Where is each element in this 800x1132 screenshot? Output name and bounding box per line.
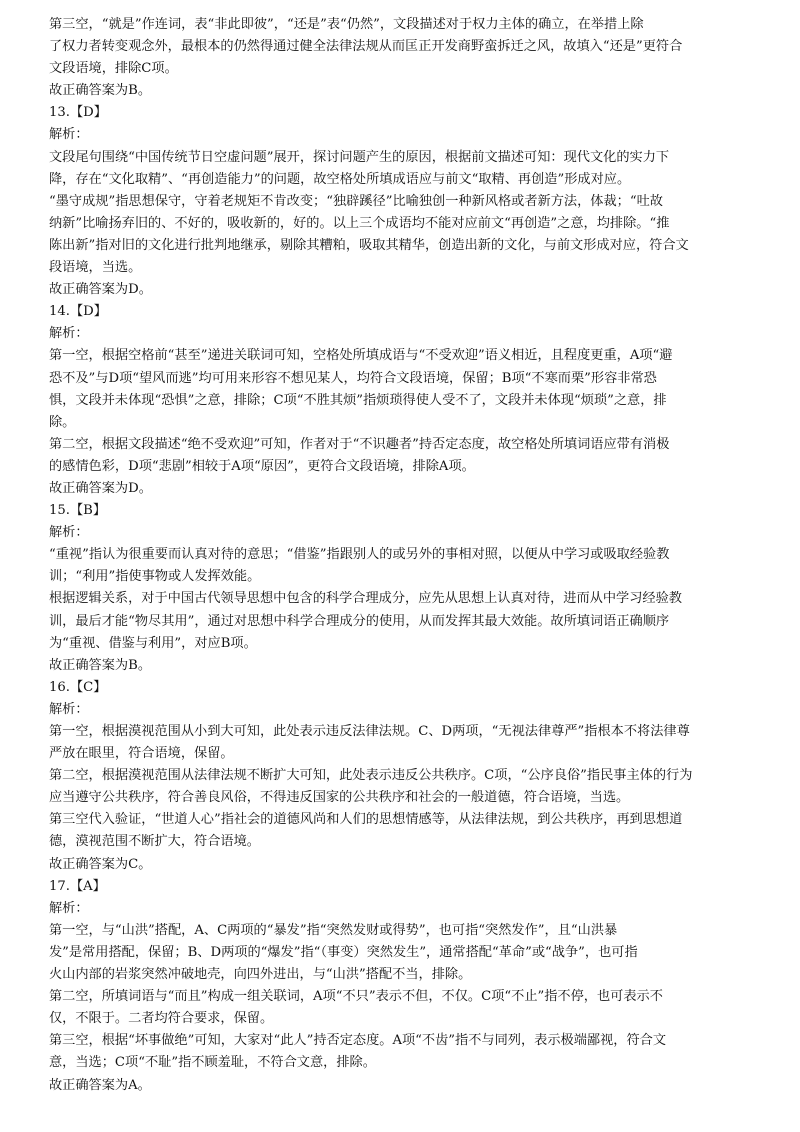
text-line: 了权力者转变观念外，最根本的仍然得通过健全法律法规从而匡正开发商野蛮拆迁之风，故填入“还是”更符合 [49,39,683,55]
text-line: 的感情色彩，D项“悲剧”相较于A项“原因”，更符合文段语境，排除A项。 [49,458,475,474]
question-number: 14.【D】 [49,304,107,320]
answer-line: 故正确答案为A。 [49,1077,151,1093]
analysis-label: 解析： [49,127,89,143]
answer-line: 故正确答案为D。 [49,282,152,298]
text-line: 根据逻辑关系，对于中国古代领导思想中包含的科学合理成分，应先从思想上认真对待，进而从中学习经验教 [49,591,682,607]
answer-line: 故正确答案为B。 [49,83,152,99]
text-line: 第二空，所填词语与“而且”构成一组关联词，A项“不只”表示不但，不仅。C项“不止”指不停，也可表示不 [49,989,663,1005]
question-number: 13.【D】 [49,105,107,121]
text-line: 惧，文段并未体现“恐惧”之意，排除；C项“不胜其烦”指烦琐得使人受不了，文段并未体现“烦琐”之意，排 [49,392,667,408]
text-line: 严放在眼里，符合语境，保留。 [49,746,234,762]
text-line: 纳新”比喻扬弃旧的、不好的，吸收新的，好的。以上三个成语均不能对应前文“再创造”之意，均排除。“推 [49,215,670,231]
text-line: 段语境，当选。 [49,260,142,276]
answer-line: 故正确答案为D。 [49,480,152,496]
text-line: “墨守成规”指思想保守，守着老规矩不肯改变；“独辟蹊径”比喻独创一种新风格或者新方法，体裁；“吐故 [49,193,663,209]
text-line: “重视”指认为很重要而认真对待的意思；“借鉴”指跟别人的或另外的事相对照，以便从中学习或吸取经验教 [49,547,670,563]
text-line: 除。 [49,414,76,430]
text-line: 训，最后才能“物尽其用”，通过对思想中科学合理成分的使用，从而发挥其最大效能。故所填词语正确顺序 [49,613,670,629]
question-number: 16.【C】 [49,679,107,695]
text-line: 第三空代入验证，“世道人心”指社会的道德风尚和人们的思想情感等，从法律法规，到公共秩序，再到思想道 [49,812,683,828]
text-line: 火山内部的岩浆突然冲破地壳，向四外进出，与“山洪”搭配不当，排除。 [49,967,472,983]
text-line: 第一空，根据漠视范围从小到大可知，此处表示违反法律法规。C、D两项，“无视法律尊严”指根本不将法律尊 [49,724,690,739]
question-number: 15.【B】 [49,503,107,519]
answer-line: 故正确答案为B。 [49,657,152,673]
text-line: 第一空，根据空格前“甚至”递进关联词可知，空格处所填成语与“不受欢迎”语义相近，且程度更重，A项“避 [49,348,673,364]
text-line: 第一空，与“山洪”搭配，A、C两项的“暴发”指“突然发财或得势”，也可指“突然发作”，且“山洪暴 [49,922,618,938]
analysis-label: 解析： [49,525,89,541]
analysis-label: 解析： [49,701,89,717]
text-line: 陈出新”指对旧的文化进行批判地继承，剔除其糟粕，吸取其精华，创造出新的文化，与前文形成对应，符合文 [49,237,689,253]
text-line: 降，存在“文化取精”、“再创造能力”的问题，故空格处所填成语应与前文“取精、再创造”形成对应。 [49,171,631,187]
answer-line: 故正确答案为C。 [49,856,152,872]
text-line: 第二空，根据漠视范围从法律法规不断扩大可知，此处表示违反公共秩序。C项，“公序良俗”指民事主体的行为 [49,768,693,784]
text-line: 德，漠视范围不断扩大，符合语境。 [49,834,260,850]
question-number: 17.【A】 [49,878,106,894]
text-line: 意，当选；C项“不耻”指不顾羞耻，不符合文意，排除。 [49,1055,376,1071]
text-line: 第二空，根据文段描述“绝不受欢迎”可知，作者对于“不识趣者”持否定态度，故空格处所填词语应带有消极 [49,436,670,452]
text-line: 为“重视、借鉴与利用”，对应B项。 [49,635,257,651]
analysis-label: 解析： [49,326,89,342]
text-line: 仅，不限于。二者均符合要求，保留。 [49,1011,274,1027]
text-line: 文段尾句围绕“中国传统节日空虚问题”展开，探讨问题产生的原因，根据前文描述可知：现代文化的实力下 [49,149,670,165]
text-line: 应当遵守公共秩序，符合善良风俗，不得违反国家的公共秩序和社会的一般道德，符合语境，当选。 [49,790,630,806]
document-page [49,14,761,1097]
text-line: 发”是常用搭配，保留；B、D两项的“爆发”指“（事变）突然发生”，通常搭配“革命”或“战争”，也可指 [49,944,638,960]
analysis-label: 解析： [49,900,89,916]
text-line: 第三空，“就是”作连词，表“非此即彼”，“还是”表“仍然”，文段描述对于权力主体的确立，在举措上除 [49,17,644,32]
text-line: 恐不及”与D项“望风而逃”均可用来形容不想见某人，均符合文段语境，保留；B项“不寒而栗”形容非常恐 [49,370,657,386]
text-line: 第三空，根据“坏事做绝”可知，大家对“此人”持否定态度。A项“不齿”指不与同列，表示极端鄙视，符合文 [49,1033,667,1049]
text-line: 文段语境，排除C项。 [49,61,178,77]
text-line: 训；“利用”指使事物或人发挥效能。 [49,569,261,585]
